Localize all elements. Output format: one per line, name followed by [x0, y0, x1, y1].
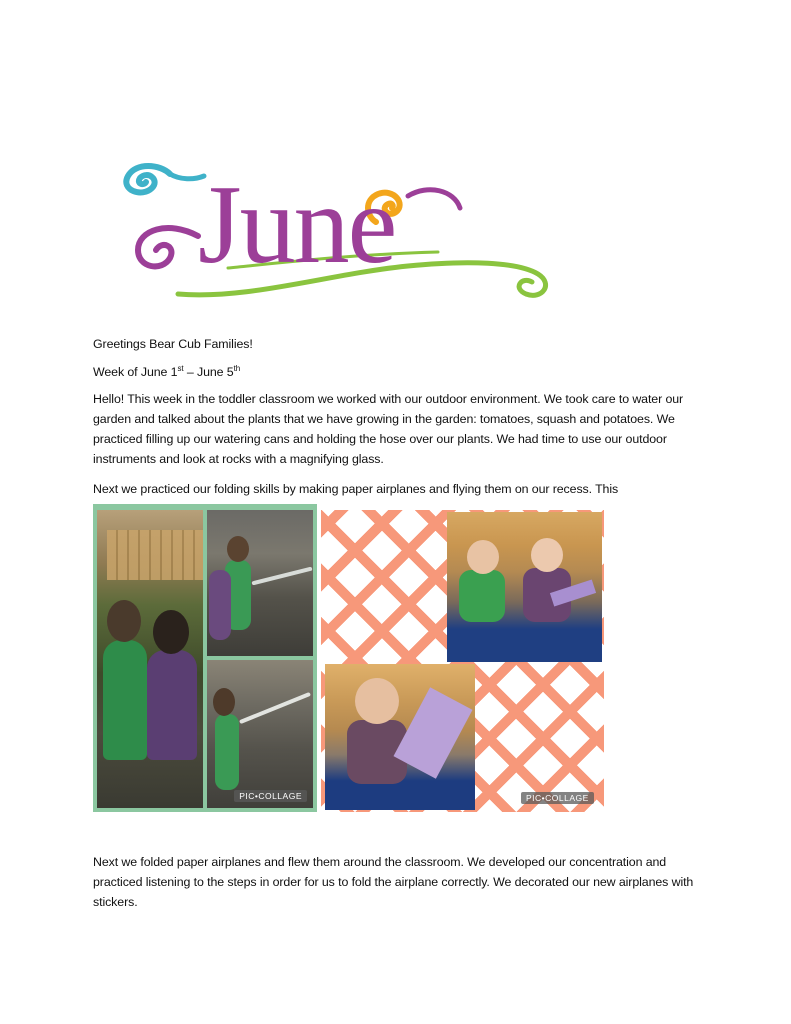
toddler-head: [467, 540, 499, 574]
week-heading: Week of June 1st – June 5th: [93, 363, 241, 379]
greeting: Greetings Bear Cub Families!: [93, 337, 253, 351]
child-head: [227, 536, 249, 562]
paragraph-garden: Hello! This week in the toddler classroom we worked with our outdoor environment. We took care to water our garden and talked about the plants that we have growing in the garden: tomatoes, squash and potatoes. We practiced filling up our watering cans and holding the hose over our plants. We had time to use our outdoor instruments and look at rocks with a magnifying glass.: [93, 392, 684, 466]
child-purple-shirt: [147, 650, 197, 760]
airplane-photo-collage: [321, 510, 604, 812]
teal-swirl-icon: [126, 166, 204, 192]
toddler-green-shirt: [459, 570, 505, 622]
photo-two-toddlers-airplanes: [447, 512, 602, 662]
child-green-shirt: [103, 640, 147, 760]
photo-watering-hose-top: [207, 510, 313, 656]
water-spray: [239, 692, 311, 724]
toddler-head: [531, 538, 563, 572]
water-spray: [251, 567, 312, 586]
photo-watering-hose-bottom: [207, 660, 313, 808]
toddler-head: [355, 678, 399, 724]
collage-watermark: PIC•COLLAGE: [234, 790, 307, 802]
paragraph-folding: Next we practiced our folding skills by making paper airplanes and flying them on our recess. This: [93, 482, 619, 496]
photo-children-garden: [97, 510, 203, 808]
photo-toddler-with-airplane: [325, 664, 589, 810]
fence: [107, 530, 203, 580]
child-head: [107, 600, 141, 642]
garden-photo-collage: [93, 504, 317, 812]
june-logo: [108, 150, 558, 310]
june-logo-word: June: [198, 163, 396, 287]
child-head: [213, 688, 235, 716]
child-head: [153, 610, 189, 654]
child-green-shirt: [215, 714, 239, 790]
child-purple-shirt: [209, 570, 231, 640]
paragraph-airplanes: Next we folded paper airplanes and flew them around the classroom. We developed our concentration and practiced listening to the steps in order for us to fold the airplane correctly. We decorated our new airplanes with stickers.: [93, 855, 694, 909]
collage-watermark: PIC•COLLAGE: [521, 792, 594, 804]
